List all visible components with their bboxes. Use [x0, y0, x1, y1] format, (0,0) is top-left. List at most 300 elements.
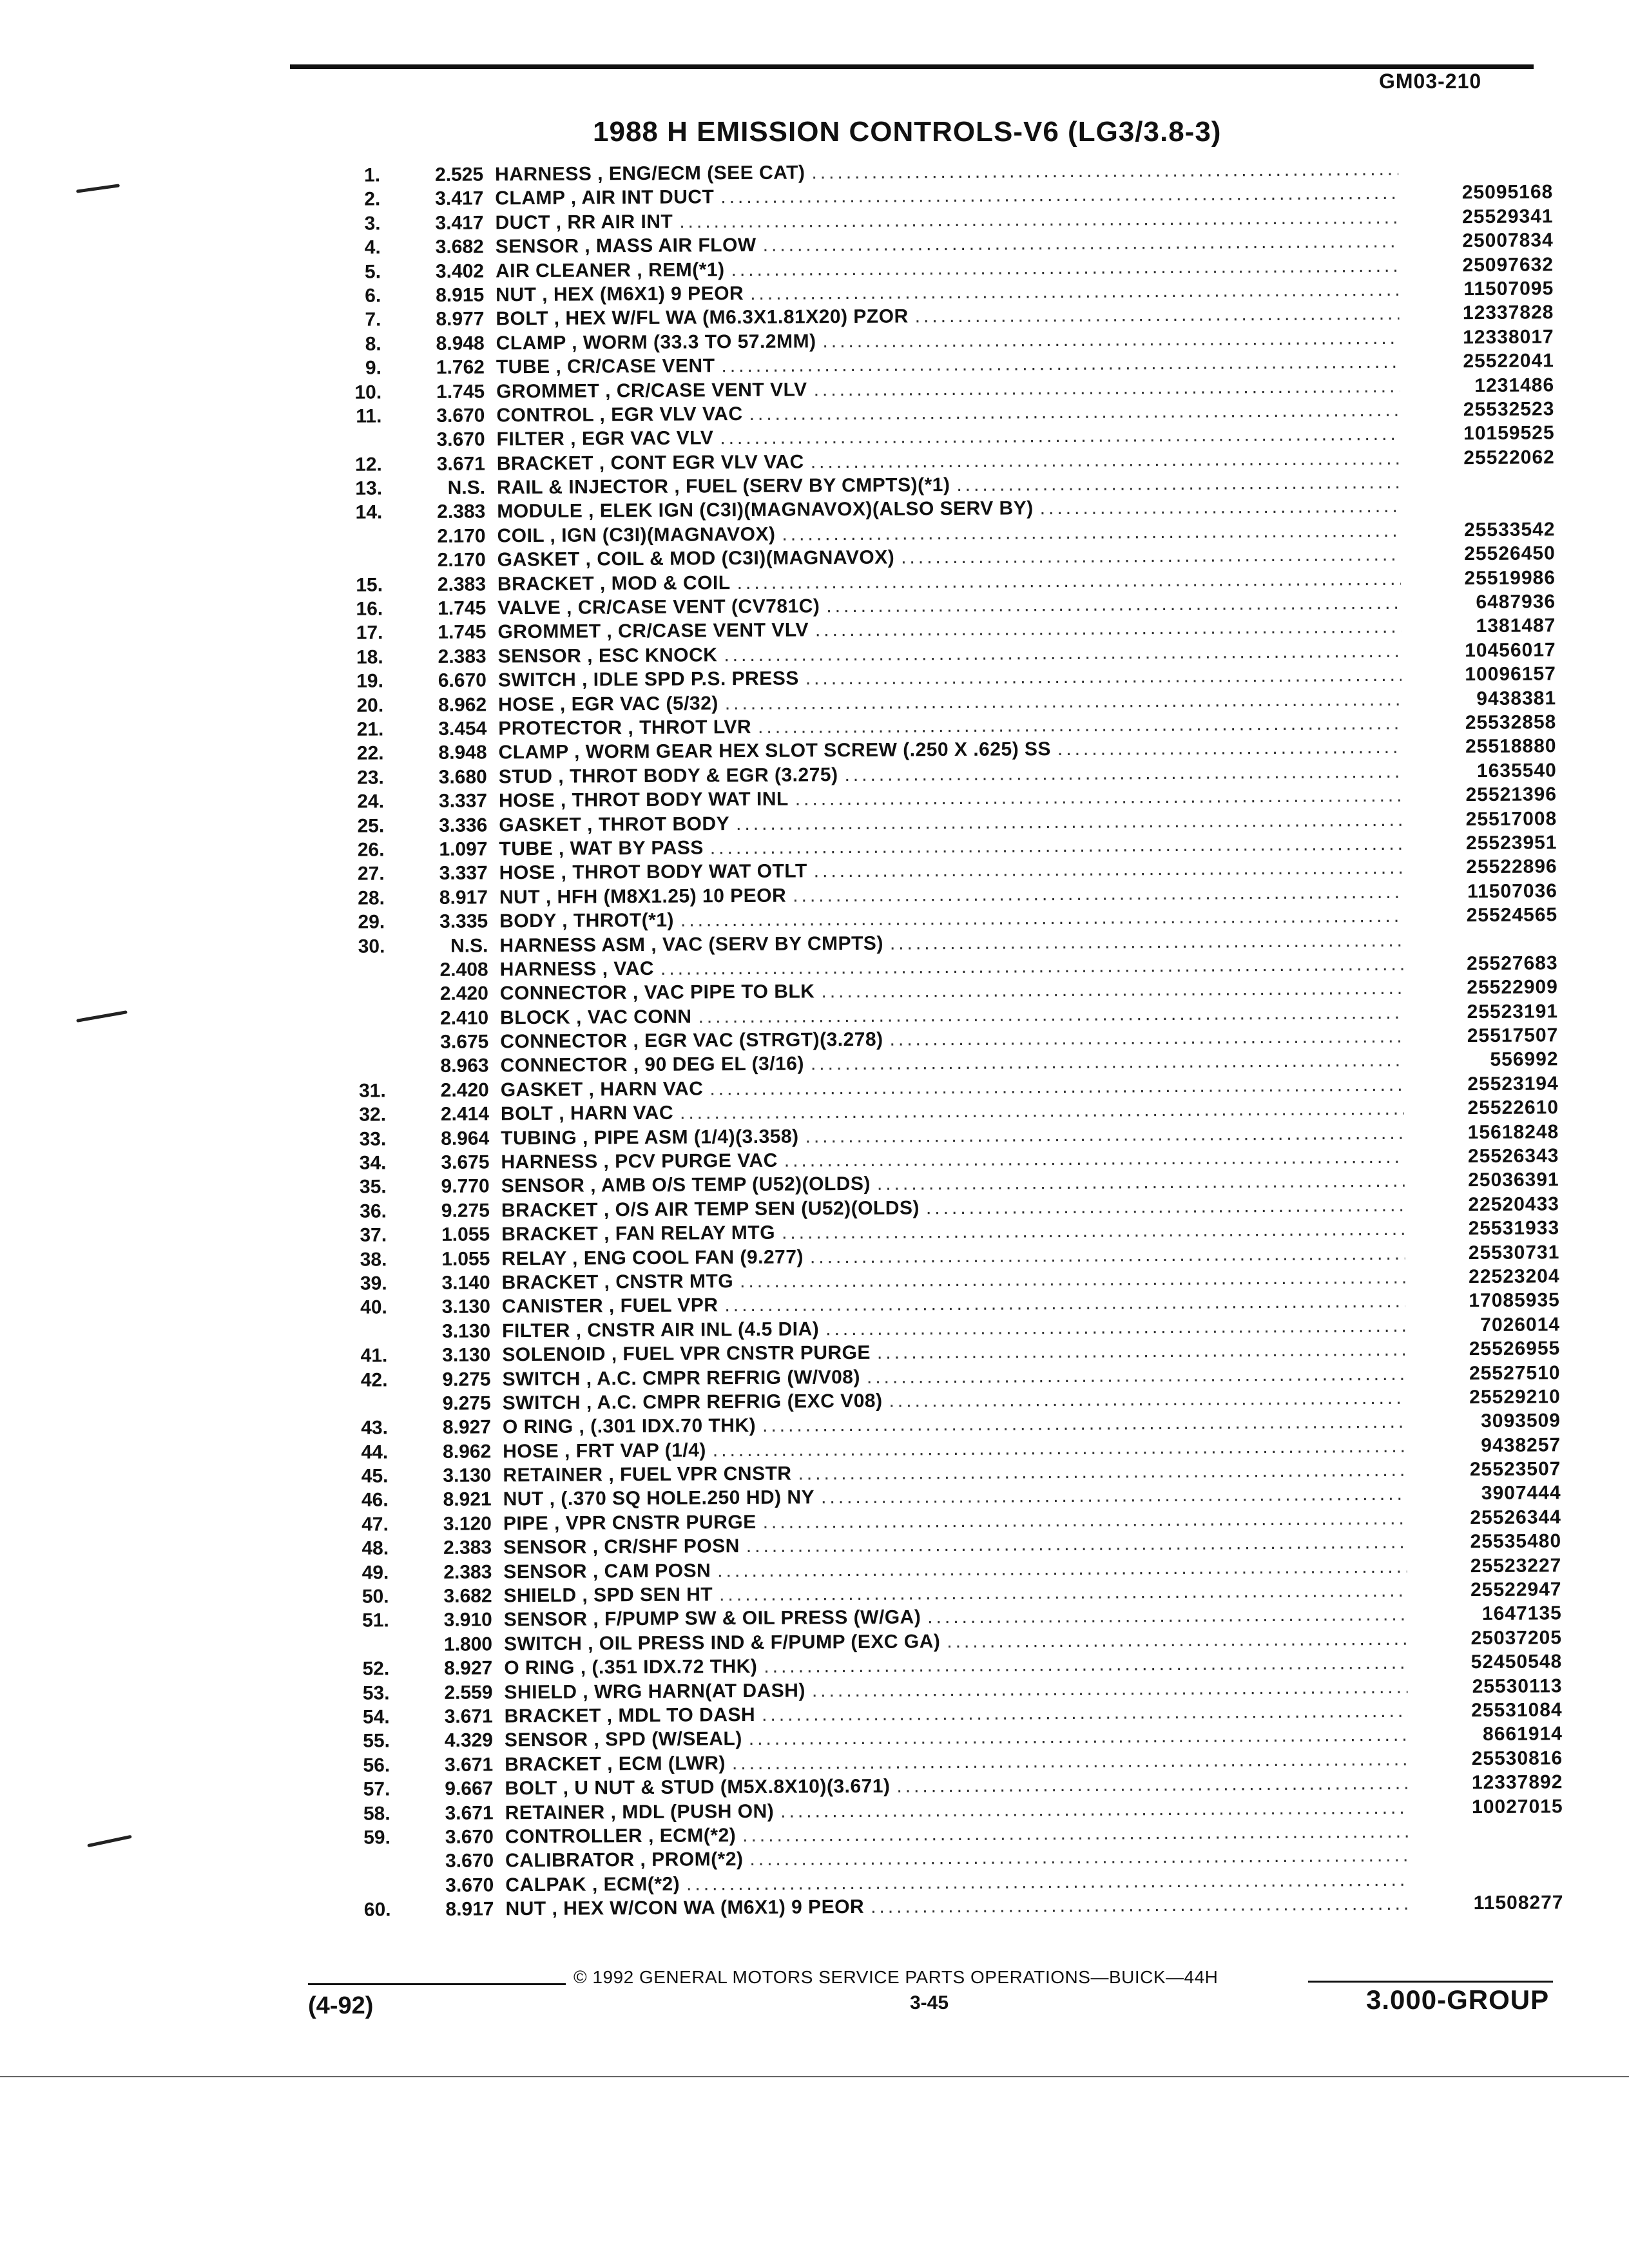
part-name: SENSOR: [503, 1536, 587, 1559]
illustration-number: 3.910: [443, 1609, 492, 1631]
part-number: 7026014: [1480, 1314, 1561, 1336]
illustration-number: 3.670: [436, 428, 485, 451]
item-number: 8.: [365, 333, 381, 355]
illustration-number: 2.383: [438, 646, 487, 668]
dot-leader: [821, 977, 1403, 1003]
dot-leader: [793, 881, 1403, 907]
name-separator: ,: [536, 284, 554, 305]
part-name: FILTER: [501, 1320, 570, 1342]
illustration-number: 3.675: [441, 1151, 490, 1173]
part-name: TUBING: [501, 1127, 577, 1149]
part-detail: FRT VAP (1/4): [575, 1439, 706, 1462]
part-number: 1231486: [1474, 374, 1555, 396]
part-name: PIPE: [503, 1512, 549, 1535]
part-name: RETAINER: [505, 1801, 605, 1823]
part-name: HARNESS: [501, 1151, 598, 1173]
part-description: [500, 1053, 804, 1077]
dot-leader: [720, 423, 1400, 449]
part-description: [497, 428, 714, 451]
dot-leader: [826, 592, 1401, 617]
dot-leader: [896, 1773, 1408, 1798]
name-separator: ,: [580, 1367, 597, 1390]
name-separator: ,: [550, 356, 568, 378]
part-detail: MOD & COIL: [611, 572, 731, 594]
dot-leader: [810, 1242, 1405, 1268]
dot-leader: [926, 1195, 1405, 1220]
part-number: 25526344: [1470, 1506, 1561, 1529]
illustration-number: 3.671: [445, 1802, 494, 1824]
part-name: BRACKET: [496, 452, 594, 475]
part-detail: IDLE SPD P.S. PRESS: [593, 668, 799, 691]
part-detail: WAT BY PASS: [570, 837, 704, 860]
item-number: 18.: [356, 646, 383, 668]
dot-leader: [740, 1267, 1405, 1293]
part-name: BRACKET: [501, 1271, 599, 1294]
part-number: [1409, 945, 1557, 946]
name-separator: ,: [645, 934, 663, 956]
item-number: 37.: [360, 1224, 387, 1246]
part-detail: COIL & MOD (C3I)(MAGNAVOX): [597, 546, 895, 570]
part-detail: MASS AIR FLOW: [595, 235, 757, 257]
part-number: 25527683: [1467, 952, 1558, 975]
name-separator: ,: [554, 693, 572, 715]
part-detail: (.301 IDX.70 THK): [590, 1415, 757, 1437]
part-name: FILTER: [496, 428, 565, 450]
dot-leader: [814, 375, 1400, 401]
dot-leader: [749, 1724, 1408, 1750]
part-description: [500, 1006, 692, 1029]
part-name: BRACKET: [505, 1753, 602, 1776]
item-number: 45.: [361, 1465, 389, 1487]
part-detail: O/S AIR TEMP SEN (U52)(OLDS): [615, 1197, 920, 1221]
part-description: [505, 1800, 775, 1824]
name-separator: ,: [553, 838, 570, 860]
part-description: [501, 1173, 871, 1198]
item-number: 27.: [357, 863, 385, 885]
margin-mark: [87, 1835, 132, 1847]
part-number: 3907444: [1481, 1482, 1561, 1504]
dot-leader: [742, 1821, 1409, 1847]
part-description: [496, 306, 908, 331]
illustration-number: 3.417: [435, 212, 484, 234]
item-number: 6.: [365, 285, 381, 307]
dot-leader: [749, 399, 1400, 425]
part-detail: MDL (PUSH ON): [622, 1800, 775, 1823]
part-number: 25530816: [1471, 1747, 1563, 1769]
name-separator: ,: [592, 163, 609, 185]
illustration-number: 3.130: [443, 1465, 492, 1486]
part-name: GASKET: [497, 548, 580, 571]
name-separator: ,: [627, 1030, 645, 1052]
part-number: 52450548: [1470, 1651, 1563, 1673]
part-description: [500, 958, 655, 981]
part-description: [501, 1102, 673, 1126]
part-number: 25522896: [1466, 856, 1557, 878]
item-number: 13.: [355, 477, 383, 499]
dot-leader: [719, 1580, 1407, 1606]
part-number: [1405, 174, 1553, 175]
name-separator: ,: [579, 548, 597, 570]
part-number: 25523191: [1467, 1000, 1559, 1023]
part-number: 9438257: [1481, 1434, 1561, 1456]
part-name: NUT: [499, 886, 541, 908]
part-name: AIR CLEANER: [495, 259, 631, 282]
part-description: [496, 355, 715, 378]
part-name: TUBE: [499, 838, 554, 860]
illustration-number: 3.140: [441, 1272, 490, 1294]
part-description: [505, 1896, 864, 1920]
part-name: RETAINER: [503, 1464, 603, 1486]
part-number: 25527510: [1469, 1361, 1561, 1384]
item-number: 47.: [361, 1514, 389, 1535]
illustration-number: N.S.: [447, 477, 486, 499]
item-number: [324, 446, 408, 447]
illustration-number: 8.948: [438, 742, 487, 764]
part-detail: RR AIR INT: [567, 211, 673, 233]
illustration-number: 2.414: [440, 1103, 490, 1126]
document-code: GM03-210: [1379, 70, 1482, 93]
name-separator: ,: [564, 187, 582, 209]
illustration-number: 1.745: [438, 597, 487, 619]
part-number: 6487936: [1476, 591, 1556, 613]
name-separator: ,: [561, 597, 578, 619]
part-detail: WRG HARN(AT DASH): [593, 1680, 806, 1703]
part-description: [501, 1126, 799, 1149]
part-number: 10027015: [1472, 1795, 1563, 1818]
item-number: 15.: [356, 574, 383, 596]
part-number: 9438381: [1476, 687, 1557, 709]
dot-leader: [811, 447, 1400, 473]
dot-leader: [731, 255, 1399, 280]
name-separator: ,: [554, 789, 572, 811]
item-number: 14.: [355, 501, 383, 524]
name-separator: ,: [593, 404, 612, 426]
part-description: [495, 211, 673, 234]
name-separator: ,: [548, 308, 566, 330]
part-number: 15618248: [1467, 1120, 1559, 1143]
dot-leader: [736, 809, 1402, 834]
part-number: 25523951: [1465, 832, 1557, 854]
illustration-number: 8.963: [440, 1055, 489, 1077]
part-number: 10096157: [1465, 663, 1556, 686]
item-number: 22.: [356, 742, 384, 765]
part-number: 25526955: [1469, 1338, 1561, 1360]
footer-rule-right: [1308, 1981, 1553, 1983]
part-detail: IGN (C3I)(MAGNAVOX): [561, 523, 776, 546]
part-description: [496, 259, 725, 282]
part-detail: THROT(*1): [573, 909, 675, 932]
illustration-number: 3.671: [444, 1754, 494, 1776]
part-name: O RING: [504, 1657, 575, 1679]
illustration-number: 8.964: [441, 1128, 490, 1149]
name-separator: ,: [579, 235, 597, 257]
item-number: 51.: [361, 1610, 389, 1632]
item-number: 50.: [361, 1586, 389, 1608]
footer-rule-left: [308, 1983, 566, 1985]
part-detail: EGR VLV VAC: [611, 403, 743, 426]
part-name: CONNECTOR: [500, 1030, 628, 1053]
item-number: 43.: [361, 1417, 389, 1439]
part-description: [501, 1078, 704, 1101]
illustration-number: 8.917: [439, 887, 488, 908]
part-description: [503, 1512, 757, 1535]
part-number: 556992: [1490, 1048, 1559, 1071]
part-description: [498, 716, 751, 740]
margin-mark: [76, 1010, 128, 1023]
part-description: [505, 1873, 680, 1896]
illustration-number: 2.383: [437, 573, 487, 595]
part-description: [505, 1825, 737, 1848]
illustration-number: 2.170: [437, 549, 486, 572]
dot-leader: [764, 1652, 1407, 1678]
name-separator: ,: [586, 1536, 604, 1558]
part-detail: CR/CASE VENT: [567, 355, 715, 378]
part-name: SWITCH: [502, 1392, 581, 1414]
part-number: 25521396: [1465, 783, 1557, 806]
dot-leader: [956, 472, 1400, 496]
name-separator: ,: [559, 1440, 576, 1462]
illustration-number: 2.559: [444, 1682, 493, 1704]
part-name: SOLENOID: [502, 1343, 606, 1366]
part-description: [503, 1535, 740, 1559]
dot-leader: [749, 1845, 1409, 1870]
dot-leader: [724, 1291, 1405, 1316]
part-number: [1407, 487, 1555, 488]
illustration-number: 3.337: [439, 862, 488, 885]
part-detail: ECM(*2): [659, 1825, 737, 1847]
name-separator: ,: [570, 1320, 588, 1341]
part-description: [499, 837, 704, 860]
part-detail: (.370 SQ HOLE.250 HD) NY: [561, 1486, 815, 1510]
illustration-number: 3.120: [443, 1513, 492, 1535]
part-detail: FUEL VPR CNSTR: [619, 1463, 792, 1486]
dot-leader: [844, 761, 1402, 786]
part-description: [499, 885, 786, 908]
part-detail: EGR VAC (STRGT)(3.278): [644, 1028, 883, 1052]
illustration-number: 1.745: [436, 380, 485, 403]
name-separator: ,: [574, 1657, 592, 1678]
name-separator: ,: [622, 716, 640, 739]
part-description: [504, 1607, 921, 1631]
dot-leader: [815, 616, 1402, 642]
page-number: 3-45: [910, 1992, 949, 2013]
item-number: 3.: [364, 213, 381, 235]
illustration-number: 3.682: [443, 1585, 492, 1607]
part-number: 8661914: [1483, 1723, 1563, 1745]
item-number: 60.: [363, 1899, 391, 1921]
part-number: 25530113: [1472, 1675, 1563, 1697]
name-separator: ,: [556, 910, 574, 932]
part-name: CONNECTOR: [500, 1054, 628, 1077]
illustration-number: 1.055: [441, 1248, 490, 1270]
name-separator: ,: [553, 1102, 571, 1125]
illustration-number: 3.336: [439, 814, 488, 836]
illustration-number: 3.130: [441, 1320, 491, 1342]
part-description: [505, 1728, 742, 1751]
item-number: 2.: [364, 188, 381, 210]
item-number: 58.: [363, 1802, 390, 1825]
part-description: [504, 1680, 805, 1704]
item-number: 23.: [356, 767, 384, 789]
item-number: 19.: [356, 670, 383, 692]
item-number: 29.: [358, 911, 385, 933]
illustration-number: 8.915: [436, 284, 485, 306]
name-separator: ,: [602, 1464, 621, 1486]
part-detail: HFH (M8X1.25) 10 PEOR: [557, 885, 787, 908]
dot-leader: [698, 1001, 1403, 1028]
part-name: NUT: [503, 1488, 544, 1510]
name-separator: ,: [603, 1295, 621, 1317]
part-description: [499, 789, 789, 812]
name-separator: ,: [601, 620, 619, 642]
name-separator: ,: [587, 1608, 605, 1630]
part-number: 25097632: [1462, 253, 1554, 276]
part-description: [503, 1415, 756, 1438]
item-number: 31.: [358, 1080, 386, 1102]
part-description: [499, 910, 674, 933]
part-detail: A.C. CMPR REFRIG (W/V08): [597, 1366, 861, 1389]
part-description: [501, 1246, 804, 1270]
dot-leader: [680, 905, 1403, 932]
item-number: 38.: [360, 1248, 387, 1271]
part-number: 12337828: [1462, 302, 1554, 324]
name-separator: ,: [598, 1223, 615, 1245]
part-detail: PROM(*2): [651, 1849, 744, 1871]
part-number: 25522909: [1467, 976, 1558, 999]
part-name: SENSOR: [497, 645, 582, 668]
part-detail: VAC CONN: [587, 1006, 692, 1028]
part-description: [504, 1631, 941, 1655]
dot-leader: [710, 833, 1403, 860]
part-detail: HARN VAC: [600, 1078, 704, 1100]
name-separator: ,: [627, 1054, 645, 1076]
item-number: 42.: [360, 1369, 388, 1391]
part-number: 25526450: [1464, 543, 1556, 565]
part-number: 25532858: [1465, 711, 1557, 734]
illustration-number: 9.770: [441, 1175, 490, 1198]
dot-leader: [821, 1483, 1407, 1509]
part-detail: REM(*1): [648, 258, 725, 281]
part-number: 25535480: [1470, 1530, 1562, 1553]
part-name: STUD: [498, 765, 553, 788]
illustration-number: 3.337: [438, 790, 488, 812]
part-description: [499, 764, 838, 788]
dot-leader: [1057, 736, 1402, 760]
part-detail: MDL TO DASH: [618, 1704, 756, 1727]
dot-leader: [746, 1532, 1407, 1557]
part-name: BOLT: [505, 1777, 557, 1800]
part-detail: WORM (33.3 TO 57.2MM): [583, 331, 816, 354]
part-description: [503, 1584, 713, 1607]
item-number: 26.: [357, 839, 385, 861]
part-number: 10159525: [1463, 422, 1555, 445]
dot-leader: [763, 1508, 1407, 1533]
illustration-number: 3.335: [439, 910, 488, 933]
part-description: [505, 1753, 726, 1776]
illustration-number: 8.917: [445, 1898, 494, 1921]
dot-leader: [889, 1387, 1405, 1412]
illustration-number: 9.275: [441, 1200, 490, 1222]
part-number: 11508277: [1473, 1892, 1564, 1914]
name-separator: ,: [548, 1512, 566, 1534]
item-number: 36.: [360, 1200, 387, 1222]
part-detail: VAC (SERV BY CMPTS): [662, 932, 883, 956]
part-number: 25532523: [1463, 398, 1555, 421]
part-description: [501, 1150, 778, 1174]
part-description: [502, 1342, 871, 1366]
part-detail: THROT BODY WAT INL: [572, 788, 789, 811]
item-number: 48.: [361, 1537, 389, 1559]
part-description: [497, 547, 895, 572]
illustration-number: 2.383: [437, 501, 486, 523]
part-name: HOSE: [503, 1440, 559, 1463]
dot-leader: [732, 1749, 1408, 1774]
part-detail: WORM GEAR HEX SLOT SCREW (.250 X .625) SS: [585, 738, 1052, 763]
part-number: 25519986: [1464, 566, 1556, 589]
name-separator: ,: [581, 645, 599, 667]
illustration-number: 2.383: [443, 1537, 492, 1559]
name-separator: ,: [577, 1681, 595, 1703]
part-name: GROMMET: [497, 620, 601, 643]
part-name: BRACKET: [501, 1223, 599, 1245]
part-number: 3093509: [1481, 1410, 1561, 1432]
part-detail: THROT BODY: [598, 812, 730, 835]
part-detail: VAC PIPE TO BLK: [644, 981, 815, 1004]
part-number: 12337892: [1471, 1771, 1563, 1794]
illustration-number: 8.927: [442, 1416, 492, 1439]
part-number: 25530731: [1468, 1241, 1560, 1264]
part-description: [495, 162, 805, 186]
illustration-number: 2.170: [437, 525, 486, 547]
dot-leader: [825, 1315, 1405, 1340]
dot-leader: [811, 1050, 1404, 1075]
illustration-number: 1.055: [441, 1224, 490, 1246]
part-detail: CONT EGR VLV VAC: [610, 451, 804, 474]
part-detail: CAM POSN: [604, 1560, 711, 1582]
part-description: [505, 1776, 890, 1800]
part-detail: AMB O/S TEMP (U52)(OLDS): [601, 1173, 871, 1196]
part-name: HARNESS: [494, 163, 592, 186]
part-number: 25522062: [1463, 447, 1555, 468]
illustration-number: 2.525: [434, 164, 484, 186]
group-label: 3.000-GROUP: [1366, 1984, 1550, 2015]
bottom-rule: [0, 2076, 1629, 2077]
dot-leader: [717, 1555, 1407, 1582]
item-number: [327, 1000, 411, 1001]
part-name: BRACKET: [504, 1705, 601, 1727]
name-separator: ,: [580, 1392, 597, 1414]
part-name: CONTROL: [496, 404, 594, 427]
part-detail: F/PUMP SW & OIL PRESS (W/GA): [604, 1606, 921, 1630]
name-separator: ,: [586, 1561, 604, 1582]
dot-leader: [725, 688, 1402, 714]
part-number: 12338017: [1463, 326, 1554, 348]
name-separator: ,: [601, 1705, 619, 1727]
part-name: NUT: [496, 284, 537, 306]
name-separator: ,: [634, 1849, 652, 1871]
illustration-number: 2.383: [443, 1561, 492, 1583]
name-separator: ,: [546, 1898, 564, 1920]
part-description: [497, 474, 950, 499]
part-number: 25517008: [1465, 807, 1557, 830]
part-description: [500, 1029, 883, 1053]
illustration-number: N.S.: [450, 934, 488, 957]
item-number: 16.: [356, 598, 383, 620]
item-number: 33.: [359, 1128, 387, 1150]
dot-leader: [890, 1026, 1404, 1051]
item-number: [327, 976, 411, 977]
name-separator: ,: [540, 886, 557, 908]
